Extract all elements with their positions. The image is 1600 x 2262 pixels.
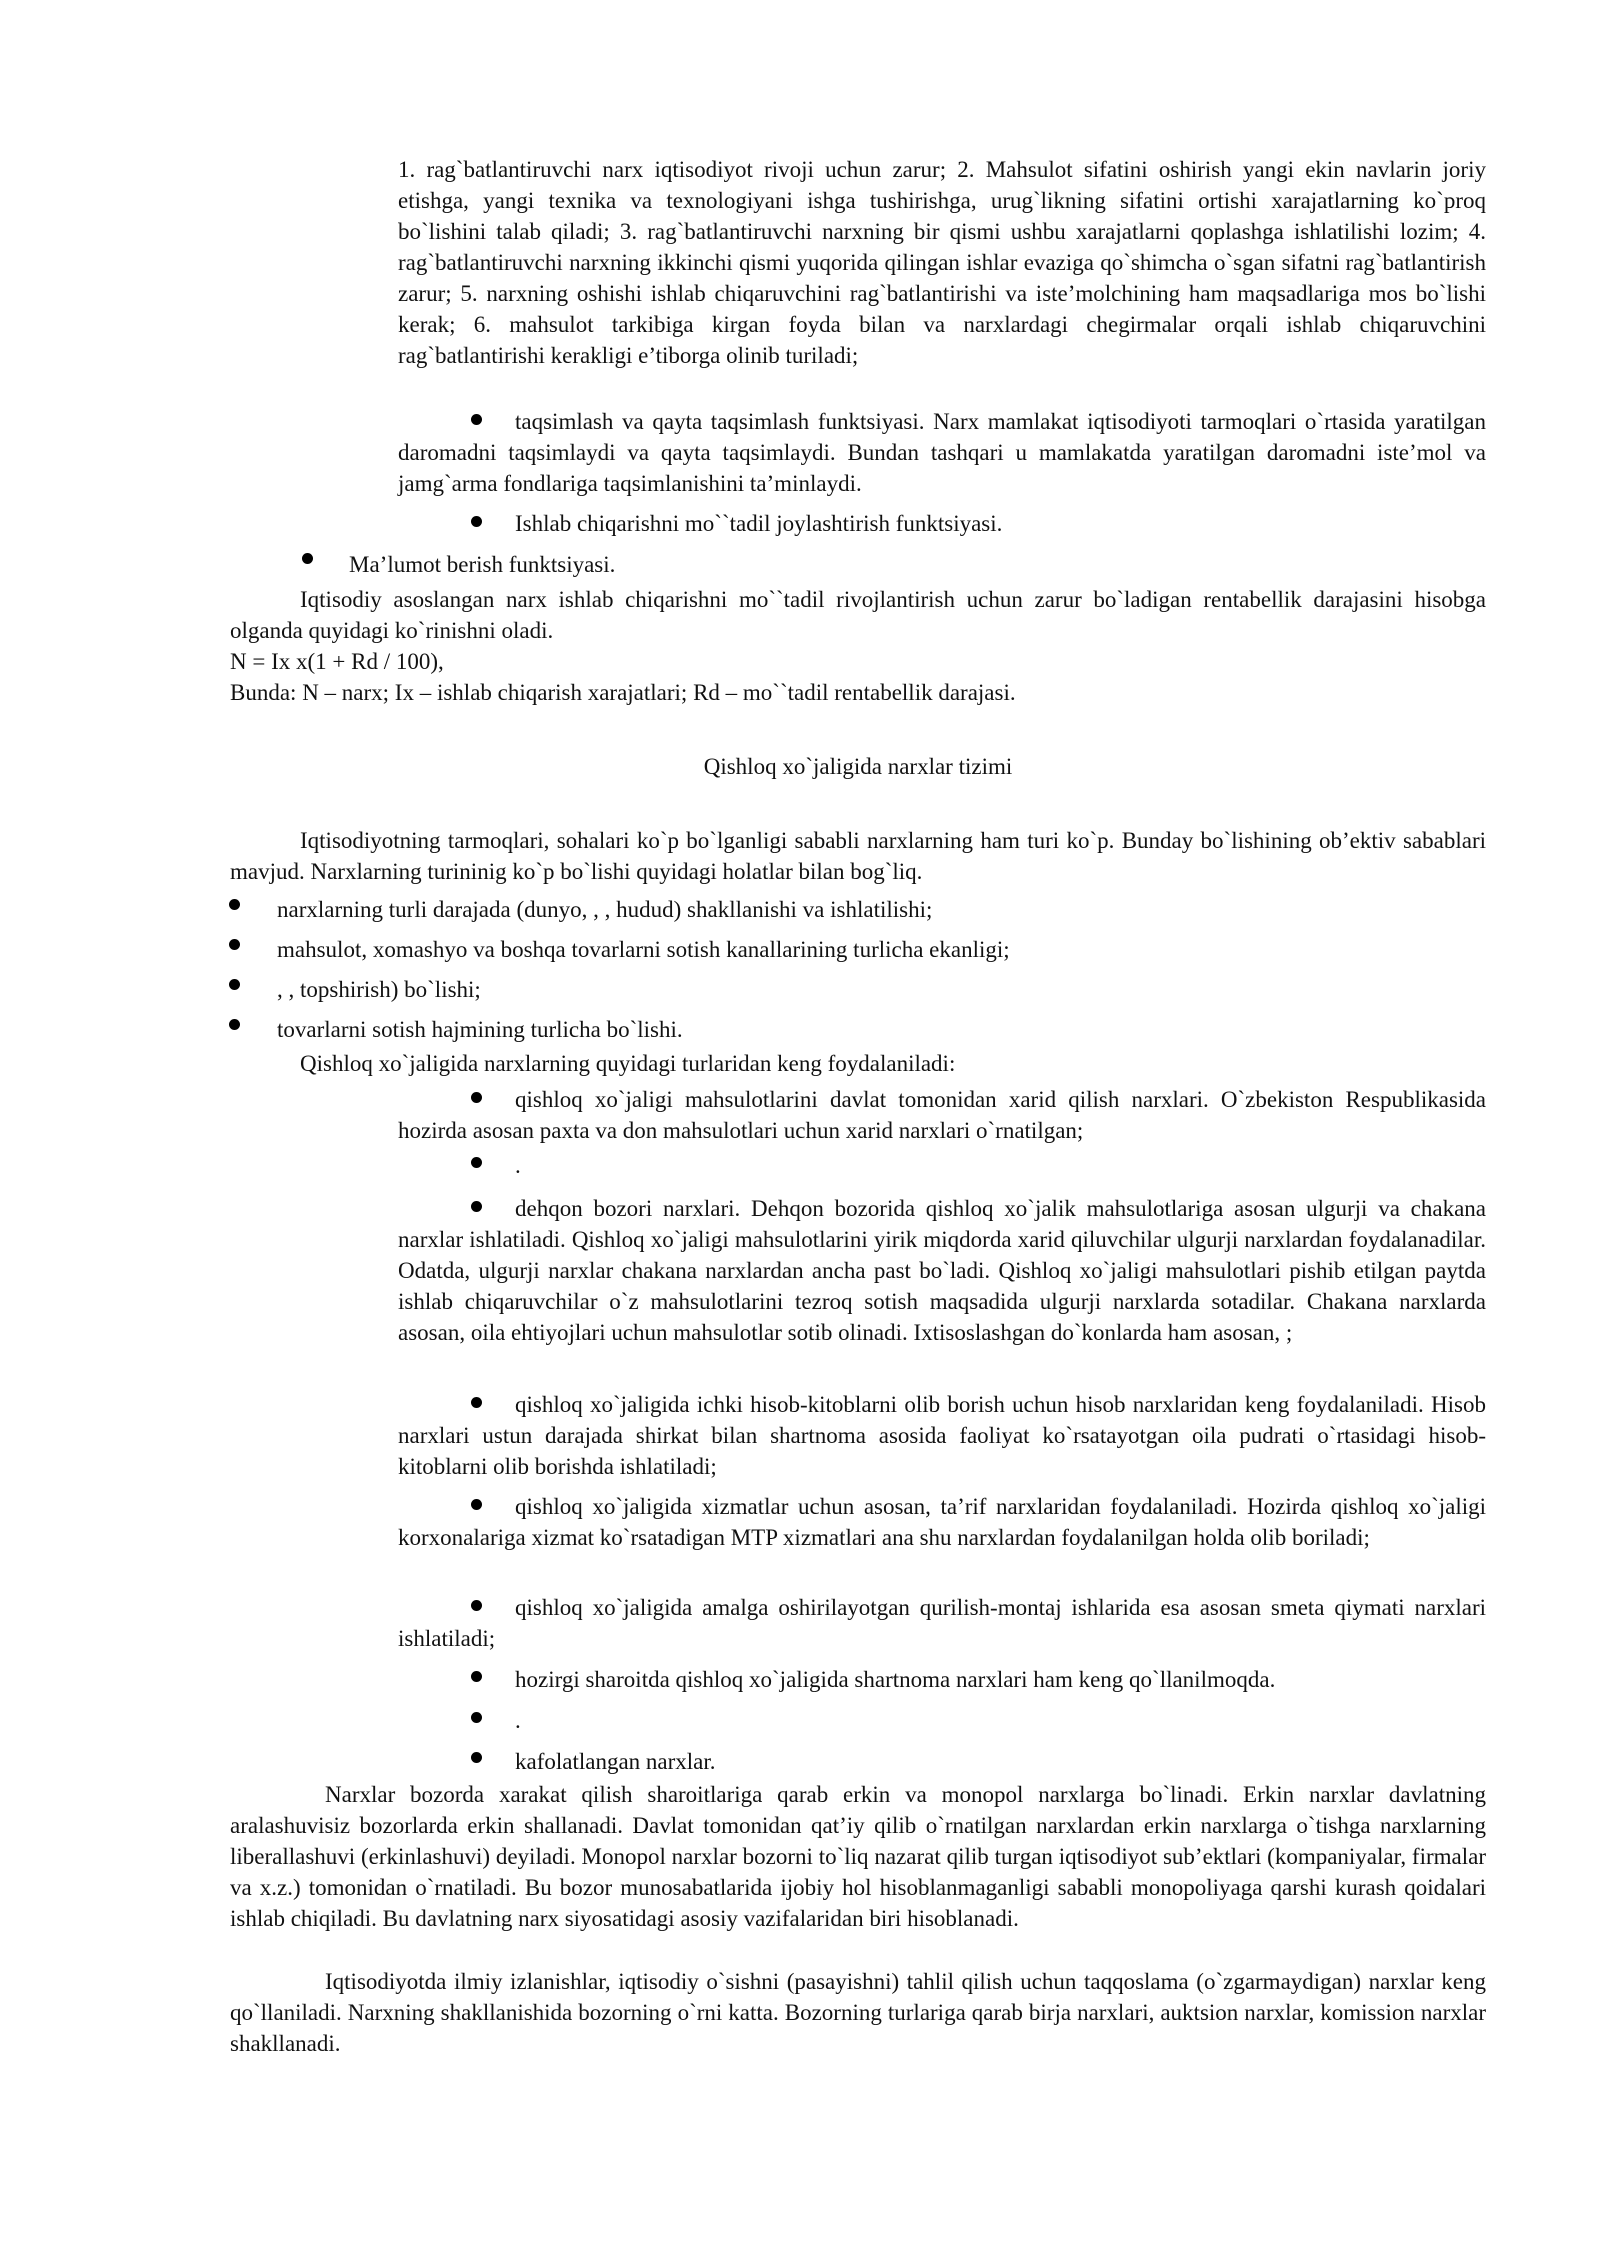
bullet-icon xyxy=(471,516,482,527)
paragraph-economic-price: Iqtisodiy asoslangan narx ishlab chiqarishni mo``tadil rivojlantirish uchun zarur bo`ladigan rentabellik darajasini hisobga olganda quyidagi ko`rinishni oladi. xyxy=(230,587,1486,643)
list-item-tariff-prices: qishloq xo`jaligida xizmatlar uchun asosan, ta’rif narxlaridan foydalaniladi. Hozirda qishloq xo`jaligi korxonalariga xizmat ko`rsatadigan MTP xizmatlari ana shu narxlardan foydalanilgan holda olib boriladi; xyxy=(398,1494,1486,1550)
formula: N = Ix x(1 + Rd / 100), xyxy=(230,649,444,674)
list-item-guaranteed-prices: kafolatlangan narxlar. xyxy=(515,1749,716,1774)
list-item-levels: narxlarning turli darajada (dunyo, , , hudud) shakllanishi va ishlatilishi; xyxy=(277,897,933,922)
section-heading: Qishloq xo`jaligida narxlar tizimi xyxy=(703,754,1013,779)
list-item-contract-prices: hozirgi sharoitda qishloq xo`jaligida shartnoma narxlari ham keng qo`llanilmoqda. xyxy=(515,1667,1276,1692)
bullet-icon xyxy=(471,1712,482,1723)
list-item-distribution: taqsimlash va qayta taqsimlash funktsiyasi. Narx mamlakat iqtisodiyoti tarmoqlari o`rtasida yaratilgan daromadni taqsimlaydi va qayta taqsimlaydi. Bundan tashqari u mamlakatda yaratilgan daromadni iste’mol va jamg`arma fondlariga taqsimlanishini ta’minlaydi. xyxy=(398,409,1486,496)
bullet-icon xyxy=(229,1019,240,1030)
list-item-allocation: Ishlab chiqarishni mo``tadil joylashtirish funktsiyasi. xyxy=(515,511,1003,536)
list-item-procurement-prices: qishloq xo`jaligi mahsulotlarini davlat tomonidan xarid qilish narxlari. O`zbekiston Respublikasida hozirda asosan paxta va don mahsulotlari uchun xarid narxlari o`rnatilgan; xyxy=(398,1087,1486,1143)
list-item-volume: tovarlarni sotish hajmining turlicha bo`lishi. xyxy=(277,1017,683,1042)
paragraph-comparable-prices: Iqtisodiyotda ilmiy izlanishlar, iqtisodiy o`sishni (pasayishni) tahlil qilish uchun taqqoslama (o`zgarmaydigan) narxlar keng qo`llaniladi. Narxning shakllanishida bozorning o`rni katta. Bozorning turlariga qarab birja narxlari, auktsion narxlar, komission narxlar shakllanadi. xyxy=(230,1969,1486,2056)
bullet-icon xyxy=(471,1671,482,1682)
formula-legend: Bunda: N – narx; Ix – ishlab chiqarish xarajatlari; Rd – mo``tadil rentabellik darajasi. xyxy=(230,680,1016,705)
list-item-delivery: , , topshirish) bo`lishi; xyxy=(277,977,481,1002)
bullet-icon xyxy=(229,979,240,990)
list-item-channels: mahsulot, xomashyo va boshqa tovarlarni sotish kanallarining turlicha ekanligi; xyxy=(277,937,1010,962)
list-item-empty-1: . xyxy=(515,1153,521,1178)
list-item-empty-2: . xyxy=(515,1708,521,1733)
bullet-icon xyxy=(471,1752,482,1763)
bullet-icon xyxy=(302,553,313,564)
bullet-icon xyxy=(229,939,240,950)
list-item-market-prices: dehqon bozori narxlari. Dehqon bozorida qishloq xo`jalik mahsulotlariga asosan ulgurji va chakana narxlar ishlatiladi. Qishloq xo`jaligi mahsulotlarini yirik miqdorda xarid qiluvchilar ulgurji narxlardan foydalanadilar. Odatda, ulgurji narxlar chakana narxlardan ancha past bo`ladi. Qishloq xo`jaligi mahsulotlari pishib etilgan paytda ishlab chiqaruvchilar o`z mahsulotlarini tezroq sotish maqsadida ulgurji narxlarda sotadilar. Chakana narxlarda asosan, oila ehtiyojlari uchun mahsulotlar sotib olinadi. Ixtisoslashgan do`konlarda ham asosan, ; xyxy=(398,1196,1486,1345)
bullet-icon xyxy=(471,1157,482,1168)
list-item-information: Ma’lumot berish funktsiyasi. xyxy=(349,552,616,577)
paragraph-free-monopoly-prices: Narxlar bozorda xarakat qilish sharoitlariga qarab erkin va monopol narxlarga bo`linadi. Erkin narxlar davlatning aralashuvisiz bozorlarda erkin shallanadi. Davlat tomonidan qat’iy qilib o`rnatilgan narxlardan erkin narxlarga o`tishga narxlarning liberallashuvi (erkinlashuvi) deyiladi. Monopol narxlar bozorni to`liq nazarat qilib turgan iqtisodiyot sub’ektlari (kompaniyalar, firmalar va x.z.) tomonidan o`rnatiladi. Bu bozor munosabatlarida ijobiy hol hisoblanmaganligi sababli monopoliyaga qarshi kurash qoidalari ishlab chiqiladi. Bu davlatning narx siyosatidagi asosiy vazifalaridan biri hisoblanadi. xyxy=(230,1782,1486,1931)
paragraph-agri-prices-intro: Qishloq xo`jaligida narxlarning quyidagi turlaridan keng foydalaniladi: xyxy=(300,1051,956,1076)
list-item-estimate-prices: qishloq xo`jaligida amalga oshirilayotgan qurilish-montaj ishlarida esa asosan smeta qiymati narxlari ishlatiladi; xyxy=(398,1595,1486,1651)
bullet-icon xyxy=(229,899,240,910)
list-item-accounting-prices: qishloq xo`jaligida ichki hisob-kitoblarni olib borish uchun hisob narxlaridan keng foydalaniladi. Hisob narxlari ustun darajada shirkat bilan shartnoma asosida faoliyat ko`rsatayotgan oila pudrati o`rtasidagi hisob-kitoblarni olib borishda ishlatiladi; xyxy=(398,1392,1486,1479)
paragraph-incentive-price: 1. rag`batlantiruvchi narx iqtisodiyot rivoji uchun zarur; 2. Mahsulot sifatini oshirish yangi ekin navlarin joriy etishga, yangi texnika va texnologiyani ishga tushirishga, urug`likning sifatini ortishi xarajatlarning ko`proq bo`lishini talab qiladi; 3. rag`batlantiruvchi narxning bir qismi ushbu xarajatlarni qoplashga ishlatilishi lozim; 4. rag`batlantiruvchi narxning ikkinchi qismi yuqorida qilingan ishlar evaziga qo`shimcha o`sgan sifatni rag`batlantirish zarur; 5. narxning oshishi ishlab chiqaruvchini rag`batlantirishi va iste’molchining ham maqsadlariga mos bo`lishi kerak; 6. mahsulot tarkibiga kirgan foyda bilan va narxlardagi chegirmalar orqali ishlab chiqaruvchini rag`batlantirishi kerakligi e’tiborga olinib turiladi; xyxy=(398,157,1486,368)
paragraph-price-types: Iqtisodiyotning tarmoqlari, sohalari ko`p bo`lganligi sababli narxlarning ham turi ko`p. Bunday bo`lishining ob’ektiv sabablari mavjud. Narxlarning turininig ko`p bo`lishi quyidagi holatlar bilan bog`liq. xyxy=(230,828,1486,884)
